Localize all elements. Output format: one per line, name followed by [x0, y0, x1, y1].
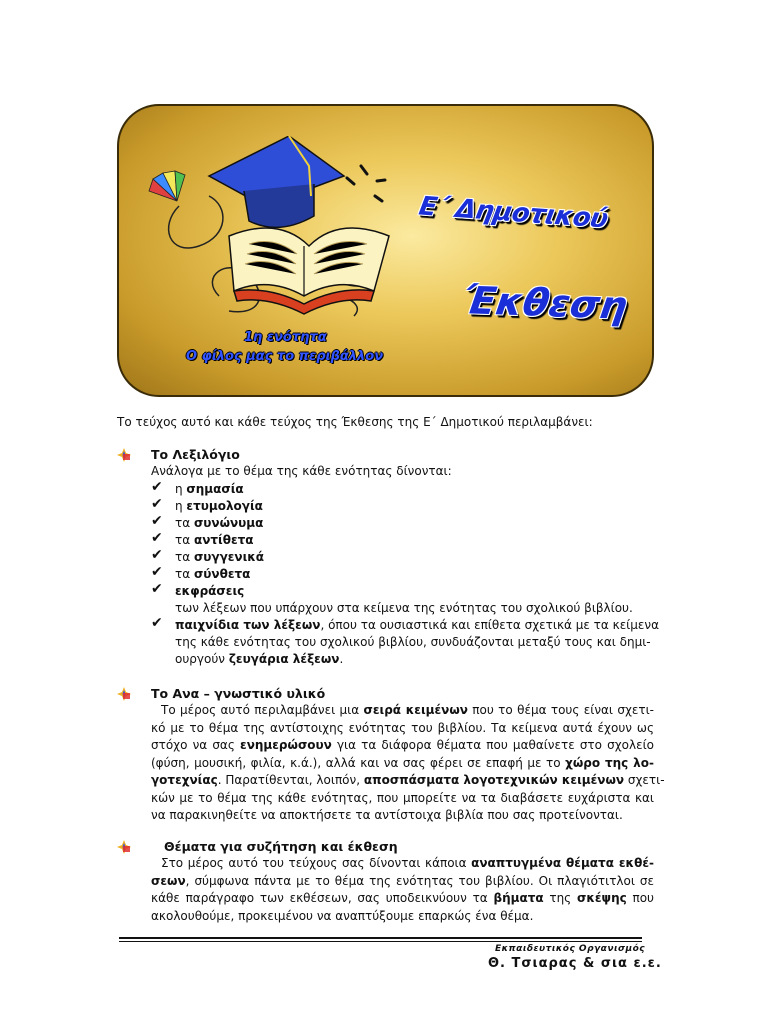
vocabulary-item: η σημασία: [175, 482, 244, 496]
checkmark-icon: ✔: [151, 496, 163, 512]
diamond-bullet-icon: [117, 448, 131, 462]
graduation-cap-book-illustration: [139, 136, 439, 326]
footer-company: Θ. Τσιαρας & σια ε.ε.: [488, 956, 662, 971]
footer-rule-thick: [119, 937, 642, 939]
vocabulary-lead: Ανάλογα με το θέμα της κάθε ενότητας δίνονται:: [151, 464, 452, 478]
footer-rule-thin: [119, 941, 642, 942]
checkmark-icon: ✔: [151, 479, 163, 495]
expressions-note: των λέξεων που υπάρχουν στα κείμενα της ενότητας του σχολικού βιβλίου.: [175, 601, 633, 615]
subject-title: Έκθεση: [460, 278, 631, 328]
diamond-bullet-icon: [117, 687, 131, 701]
checkmark-icon: ✔: [151, 564, 163, 580]
cover-banner: [117, 104, 654, 397]
checkmark-icon: ✔: [151, 530, 163, 546]
word-games-line-3: ουργούν ζευγάρια λέξεων.: [175, 652, 344, 666]
vocabulary-item: τα συνώνυμα: [175, 516, 264, 530]
grade-title: Ε΄ Δημοτικού: [416, 191, 610, 235]
unit-title: Ο φίλος μας το περιβάλλον: [186, 349, 384, 364]
section-reading-heading: Το Ανα – γνωστικό υλικό: [151, 686, 326, 701]
section-essays-body: Στο μέρος αυτό του τεύχους σας δίνονται κάποια αναπτυγμένα θέματα εκθέ- σεων, σύμφωνα πάντα με το θέμα της ενότητας του βιβλίου. Οι πλαγιότιτλοι σε κάθε παράγραφο των εκθέσεων, σας υποδεικνύουν τα βήματα της σκέψης που ακολουθούμε, προκειμένου να αναπτύξουμε επαρκώς ένα θέμα.: [151, 856, 654, 923]
section-vocabulary-heading: Το Λεξιλόγιο: [151, 447, 240, 462]
checkmark-icon: ✔: [151, 547, 163, 563]
vocabulary-item: εκφράσεις: [175, 584, 245, 598]
footer-organization: Εκπαιδευτικός Οργανισμός: [495, 944, 646, 954]
section-reading-body: Το μέρος αυτό περιλαμβάνει μια σειρά κειμένων που το θέμα τους είναι σχετι- κό με το θέμα της αντίστοιχης ενότητας του βιβλίου. Τα κείμενα αυτά έχουν ως στόχο να σας ενημερώσουν για τα διάφορα θέματα που μαθαίνετε στο σχολείο (φύση, μουσική, φιλία, κ.ά.), αλλά και να σας φέρει σε επαφή με το χώρο της λο- γοτεχνίας. Παρατίθενται, λοιπόν, αποσπάσματα λογοτεχνικών κειμένων σχετι- κών με το θέμα της κάθε ενότητας, που μπορείτε να τα διαβάσετε ευχάριστα και να παρακινηθείτε να αποκτήσετε τα αντίστοιχα βιβλία που σας προτείνονται.: [151, 703, 665, 822]
vocabulary-item: η ετυμολογία: [175, 499, 263, 513]
word-games-line-2: της κάθε ενότητας του σχολικού βιβλίου, συνδυάζονται μεταξύ τους και δημι-: [175, 635, 651, 649]
checkmark-icon: ✔: [151, 513, 163, 529]
vocabulary-item: τα αντίθετα: [175, 533, 254, 547]
vocabulary-item: τα σύνθετα: [175, 567, 251, 581]
section-essays-heading: Θέματα για συζήτηση και έκθεση: [164, 839, 398, 854]
word-games-line-1: παιχνίδια των λέξεων, όπου τα ουσιαστικά και επίθετα σχετικά με τα κείμενα: [175, 618, 659, 632]
checkmark-icon: ✔: [151, 581, 163, 597]
unit-number: 1η ενότητα: [244, 330, 327, 345]
diamond-bullet-icon: [117, 840, 131, 854]
vocabulary-item: τα συγγενικά: [175, 550, 265, 564]
checkmark-icon: ✔: [151, 615, 163, 631]
intro-text: Το τεύχος αυτό και κάθε τεύχος της Έκθεσης της Ε΄ Δημοτικού περιλαμβάνει:: [117, 415, 593, 429]
